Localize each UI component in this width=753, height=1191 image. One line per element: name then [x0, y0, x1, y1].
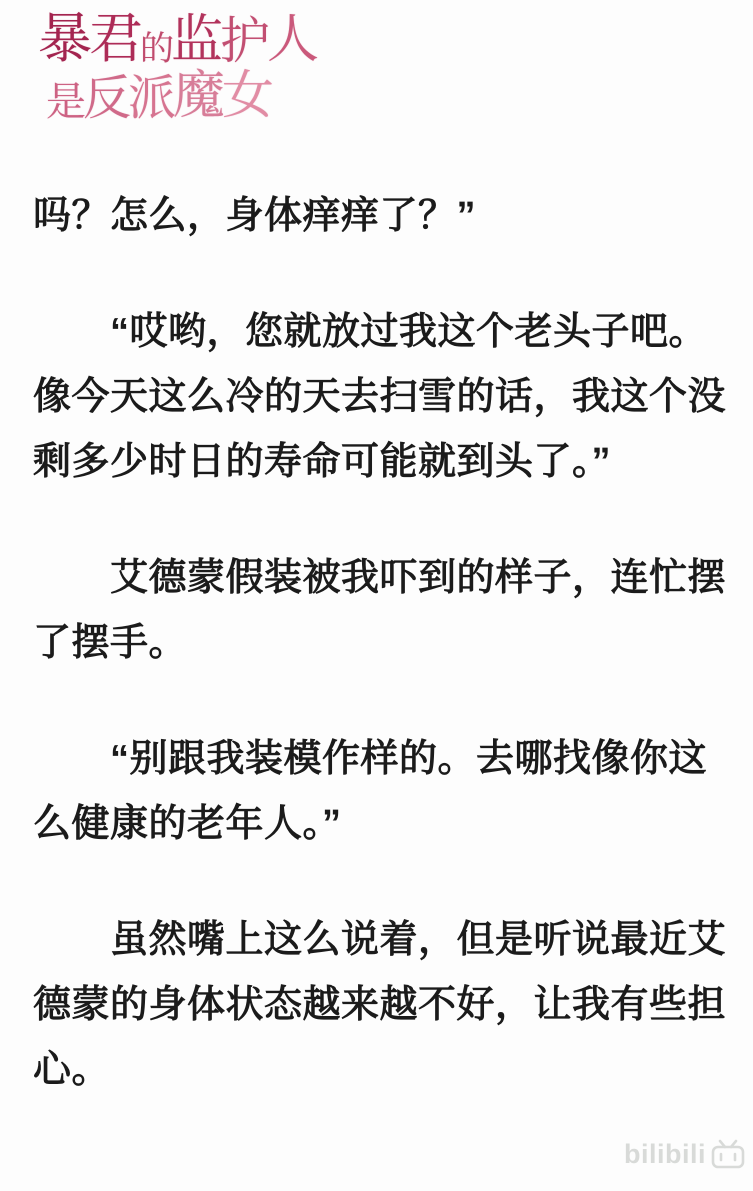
text-line: 像今天这么冷的天去扫雪的话，我这个没 [33, 376, 727, 418]
paragraph [33, 300, 727, 495]
logo-title-line1 [38, 7, 317, 70]
chapter-body-text [33, 184, 727, 1103]
logo-char: 是 [46, 79, 83, 125]
paragraph [33, 546, 727, 676]
text-line: 心。 [33, 1049, 111, 1091]
bilibili-logo-text: bilibili [624, 1138, 706, 1169]
logo-char: 护 [220, 12, 268, 70]
text-line: 吗？怎么，身体痒痒了？” [33, 195, 477, 237]
bilibili-watermark [624, 1139, 745, 1169]
logo-char: 的 [140, 29, 171, 69]
logo-char: 监 [171, 10, 221, 70]
logo-char: 暴 [38, 7, 89, 70]
logo-char: 派 [128, 70, 174, 126]
text-line: 德蒙的身体状态越来越不好，让我有些担 [33, 984, 727, 1026]
logo-char: 魔 [173, 66, 223, 126]
text-line: 剩多少时日的寿命可能就到头了。” [33, 441, 612, 483]
text-line: 么健康的老年人。” [33, 803, 342, 845]
text-line: 虽然嘴上这么说着，但是听说最近艾 [33, 919, 727, 961]
text-line: 艾德蒙假装被我吓到的样子，连忙摆 [33, 557, 727, 599]
logo-char: 反 [83, 70, 129, 126]
logo-char: 女 [222, 66, 272, 126]
logo-char: 君 [89, 7, 140, 70]
logo-char: 人 [267, 10, 317, 70]
logo-title-line2 [46, 66, 316, 126]
bilibili-tv-icon [711, 1139, 745, 1169]
paragraph [33, 184, 727, 249]
text-line: 了摆手。 [33, 622, 188, 664]
text-line: “别跟我装模作样的。去哪找像你这 [33, 738, 708, 780]
paragraph [33, 908, 727, 1103]
paragraph [33, 727, 727, 857]
text-line: “哎哟，您就放过我这个老头子吧。 [33, 311, 708, 353]
series-title-logo [38, 7, 317, 126]
